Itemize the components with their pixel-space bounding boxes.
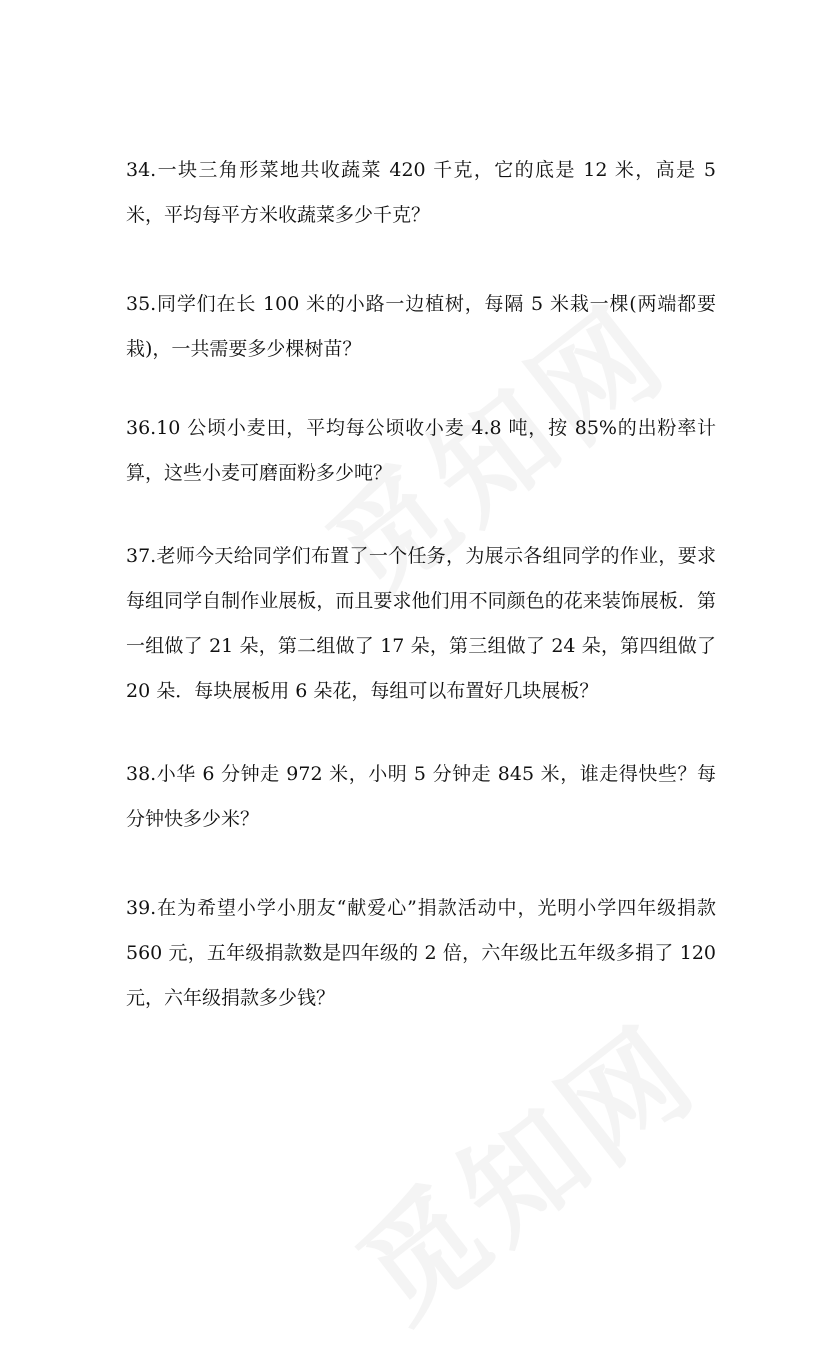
problem-38: 38.小华 6 分钟走 972 米，小明 5 分钟走 845 米，谁走得快些？每分钟快多少米？	[126, 763, 716, 830]
problem-37: 37.老师今天给同学们布置了一个任务，为展示各组同学的作业，要求每组同学自制作业展板，而且要求他们用不同颜色的花来装饰展板．第一组做了 21 朵，第二组做了 17 朵，第三组做了 24 朵，第四组做了 20 朵．每块展板用 6 朵花，每组可以布置好几块展板？	[126, 545, 716, 702]
problem-39: 39.在为希望小学小朋友“献爱心”捐款活动中，光明小学四年级捐款 560 元，五年级捐款数是四年级的 2 倍，六年级比五年级多捐了 120 元，六年级捐款多少钱？	[126, 897, 716, 1009]
problem-34: 34.一块三角形菜地共收蔬菜 420 千克，它的底是 12 米，高是 5 米，平均每平方米收蔬菜多少千克？	[126, 159, 716, 226]
problem-36: 36.10 公顷小麦田，平均每公顷收小麦 4.8 吨，按 85%的出粉率计算，这些小麦可磨面粉多少吨？	[126, 417, 716, 484]
watermark	[318, 980, 726, 1352]
problem-35: 35.同学们在长 100 米的小路一边植树，每隔 5 米栽一棵(两端都要栽)，一共需要多少棵树苗？	[126, 293, 716, 360]
